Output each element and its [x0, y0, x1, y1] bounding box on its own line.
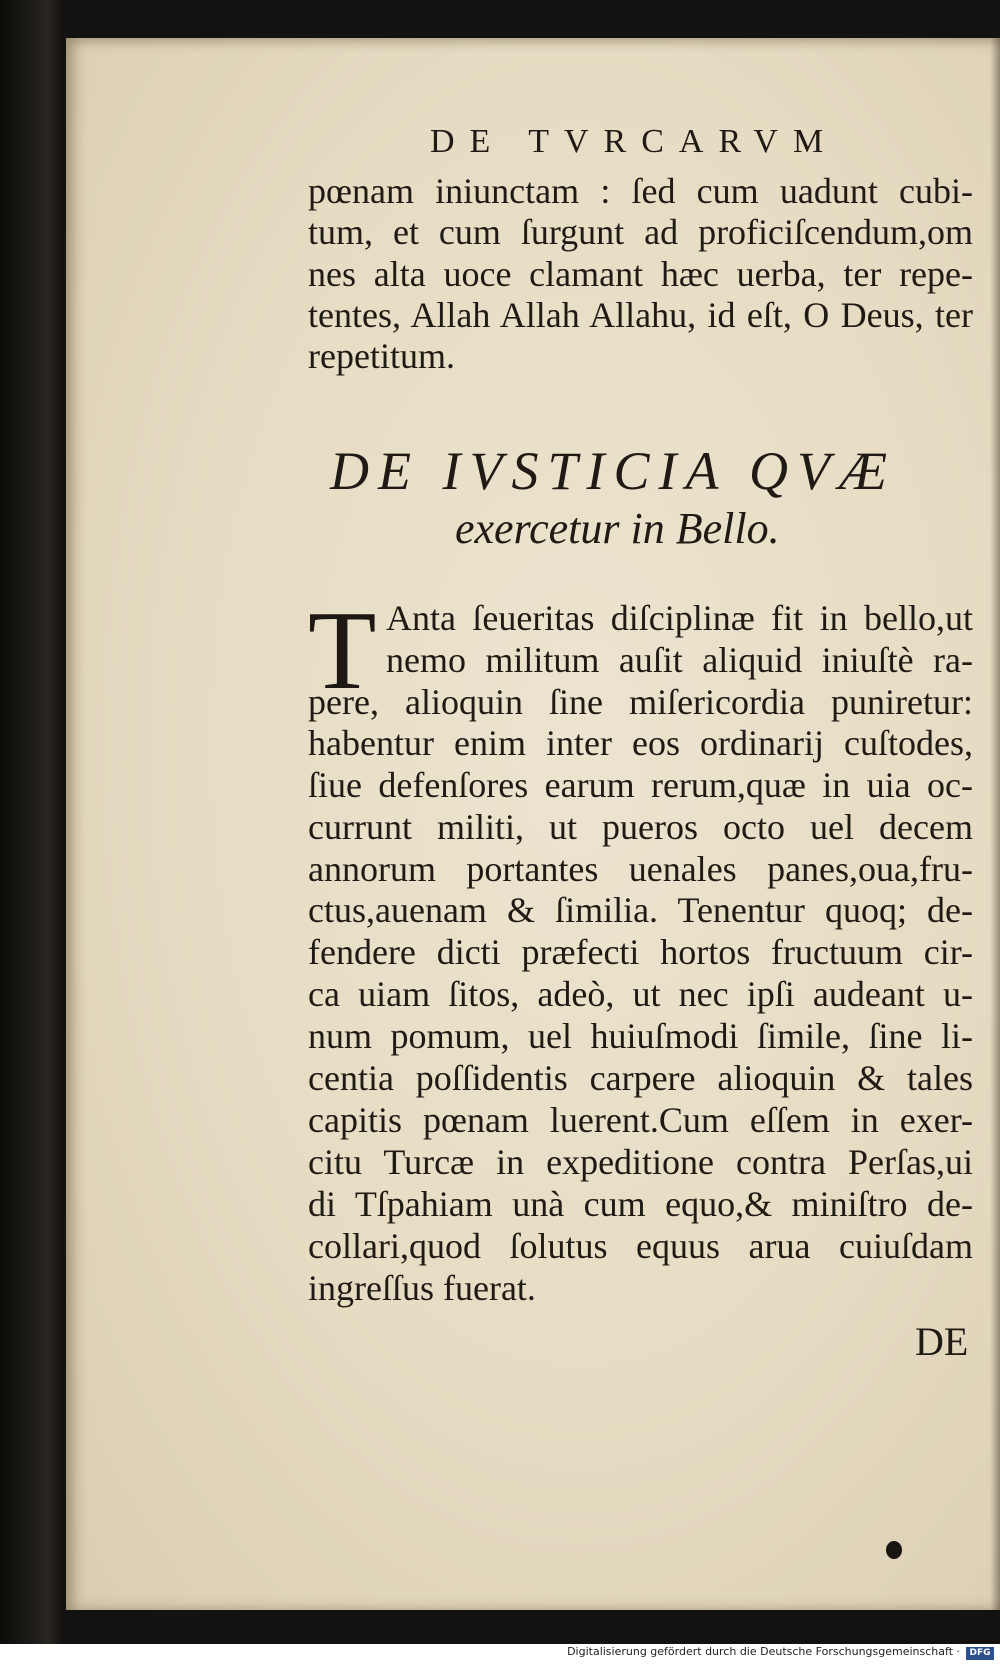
text-line: num pomum, uel huiuſmodi ſimile, ſine li- — [308, 1016, 973, 1056]
ink-spot — [886, 1541, 902, 1559]
text-line: repetitum. — [308, 336, 455, 376]
section-subheading: exercetur in Bello. — [455, 504, 780, 553]
text-line: nes alta uoce clamant hæc uerba, ter repe- — [308, 254, 973, 294]
text-line: ingreſſus fuerat. — [308, 1268, 536, 1308]
text-line: tum, et cum ſurgunt ad proficiſcendum,om — [308, 212, 973, 252]
section-heading: DE IVSTICIA QVÆ — [330, 441, 896, 501]
text-line: pere, alioquin ſine miſericordia puniretur: — [308, 682, 973, 722]
text-line: pœnam iniunctam : ſed cum uadunt cubi- — [308, 171, 973, 211]
drop-cap: T — [308, 589, 377, 713]
digitization-credit: Digitalisierung gefördert durch die Deutsche Forschungsgemeinschaft · — [567, 1645, 960, 1658]
catchword: DE — [915, 1319, 969, 1364]
text-line: currunt militi, ut pueros octo uel decem — [308, 807, 973, 847]
text-line: ca uiam ſitos, adeò, ut nec ipſi audeant u- — [308, 974, 973, 1014]
text-line: annorum portantes uenales panes,oua,fru- — [308, 849, 973, 889]
running-head: DE TVRCARVM — [430, 123, 839, 160]
text-line: capitis pœnam luerent.Cum eſſem in exer- — [308, 1100, 973, 1140]
text-line: fendere dicti præfecti hortos fructuum cir- — [308, 932, 973, 972]
text-line: nemo militum auſit aliquid iniuſtè ra- — [386, 640, 973, 680]
text-line: citu Turcæ in expeditione contra Perſas,ui — [308, 1142, 973, 1182]
text-line: habentur enim inter eos ordinarij cuſtodes, — [308, 723, 973, 763]
text-line: Anta ſeueritas diſciplinæ fit in bello,ut — [386, 598, 973, 638]
dfg-logo-icon: DFG — [966, 1647, 994, 1660]
text-line: di Tſpahiam unà cum equo,& miniſtro de- — [308, 1184, 973, 1224]
text-line: collari,quod ſolutus equus arua cuiuſdam — [308, 1226, 973, 1266]
text-line: ctus,auenam & ſimilia. Tenentur quoq; de- — [308, 890, 973, 930]
text-line: centia poſſidentis carpere alioquin & tales — [308, 1058, 973, 1098]
text-line: tentes, Allah Allah Allahu, id eſt, O Deus, ter — [308, 295, 973, 335]
text-line: ſiue defenſores earum rerum,quæ in uia oc- — [308, 765, 973, 805]
